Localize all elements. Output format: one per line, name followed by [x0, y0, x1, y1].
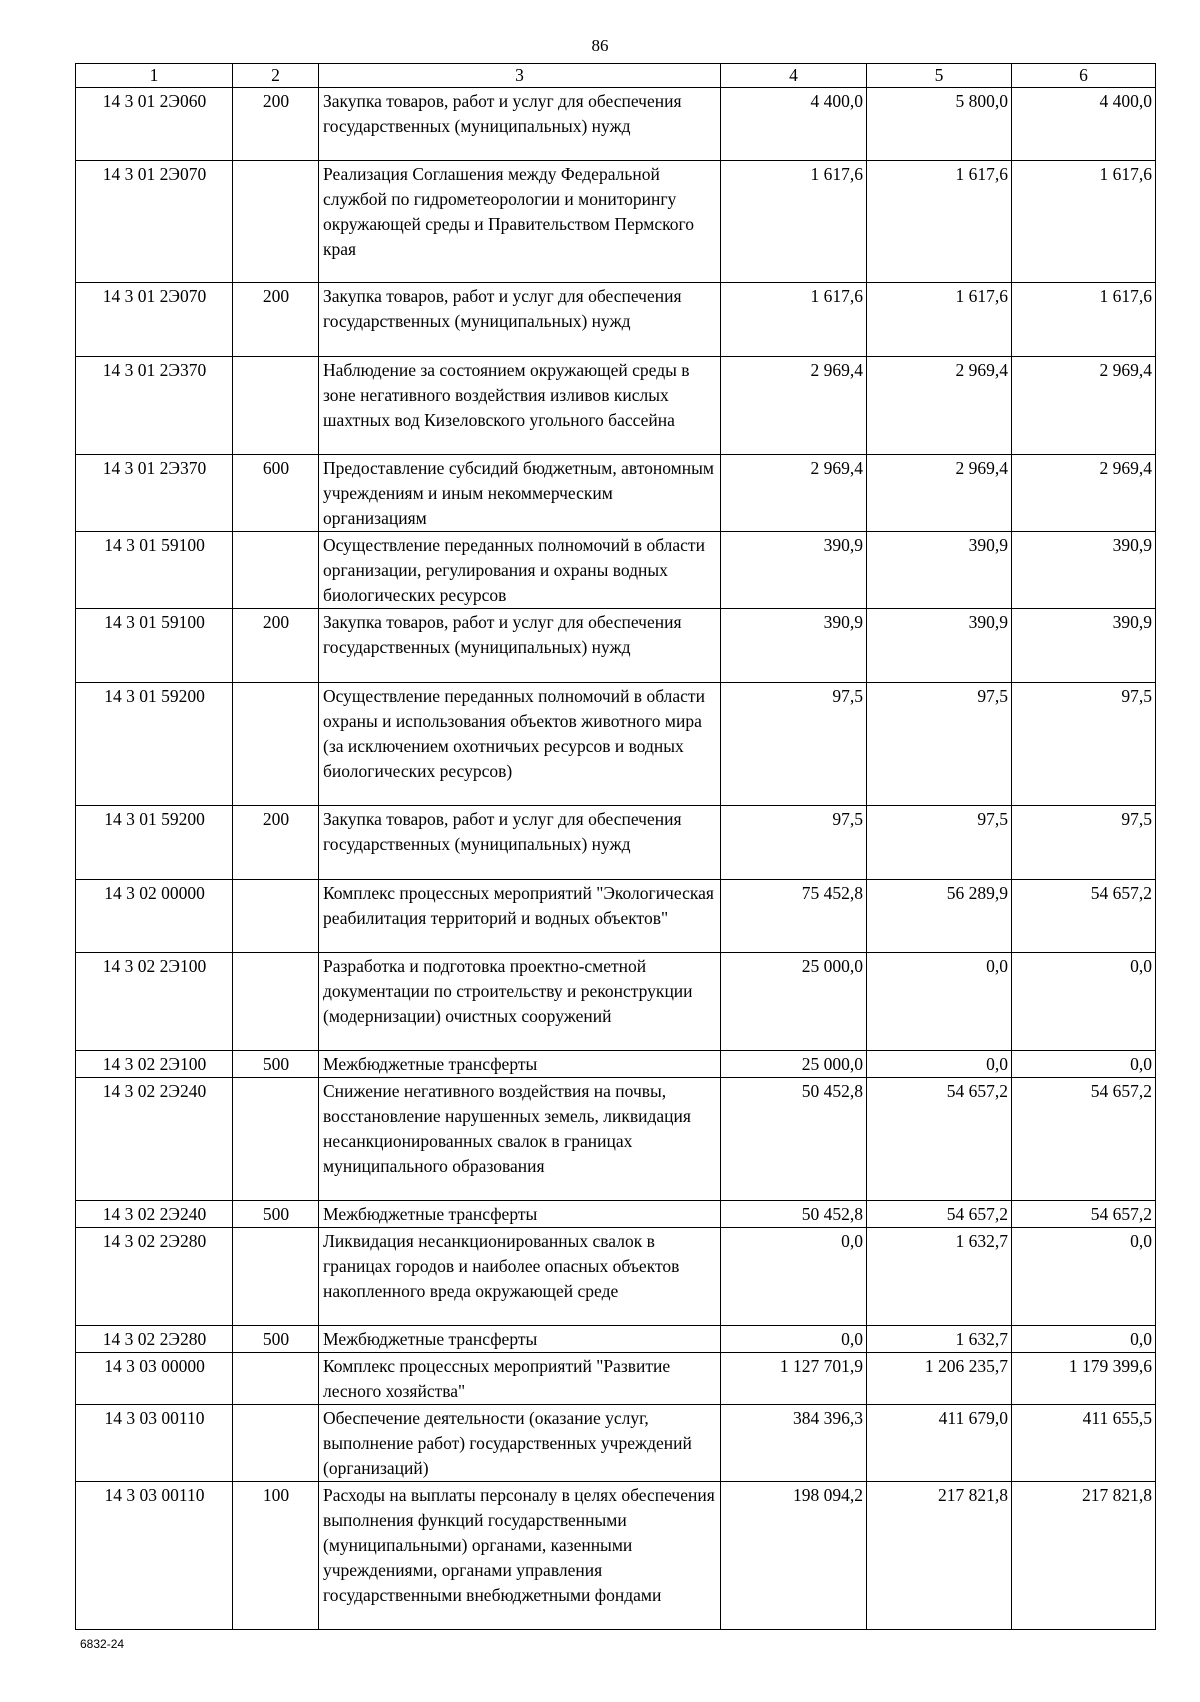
row-name: Межбюджетные трансферты	[319, 1051, 721, 1078]
row-value-col5: 2 969,4	[867, 455, 1012, 532]
row-code: 14 3 01 59200	[76, 683, 233, 806]
row-value-col4: 1 127 701,9	[721, 1353, 867, 1405]
row-value-col4: 4 400,0	[721, 88, 867, 161]
row-expense-type: 500	[233, 1326, 319, 1353]
row-value-col4: 390,9	[721, 609, 867, 683]
row-name: Реализация Соглашения между Федеральной службой по гидрометеорологии и мониторингу окружающей среды и Правительством Пермского края	[319, 161, 721, 283]
row-code: 14 3 02 2Э280	[76, 1326, 233, 1353]
row-name: Наблюдение за состоянием окружающей среды в зоне негативного воздействия изливов кислых шахтных вод Кизеловского угольного бассейна	[319, 357, 721, 455]
row-value-col6: 1 617,6	[1012, 283, 1156, 357]
row-value-col4: 1 617,6	[721, 161, 867, 283]
row-value-col5: 1 206 235,7	[867, 1353, 1012, 1405]
row-code: 14 3 02 2Э280	[76, 1228, 233, 1326]
column-header-1: 1	[76, 64, 233, 88]
row-value-col6: 390,9	[1012, 609, 1156, 683]
row-expense-type: 600	[233, 455, 319, 532]
row-code: 14 3 03 00000	[76, 1353, 233, 1405]
column-header-2: 2	[233, 64, 319, 88]
row-name: Предоставление субсидий бюджетным, автономным учреждениям и иным некоммерческим организациям	[319, 455, 721, 532]
table-row	[76, 1201, 1156, 1228]
row-value-col6: 97,5	[1012, 806, 1156, 880]
row-name: Закупка товаров, работ и услуг для обеспечения государственных (муниципальных) нужд	[319, 806, 721, 880]
row-name: Закупка товаров, работ и услуг для обеспечения государственных (муниципальных) нужд	[319, 88, 721, 161]
row-value-col5: 54 657,2	[867, 1078, 1012, 1201]
row-value-col4: 0,0	[721, 1326, 867, 1353]
row-value-col5: 0,0	[867, 953, 1012, 1051]
row-value-col4: 25 000,0	[721, 1051, 867, 1078]
row-value-col6: 0,0	[1012, 953, 1156, 1051]
row-value-col5: 56 289,9	[867, 880, 1012, 953]
row-expense-type	[233, 357, 319, 455]
row-expense-type	[233, 1078, 319, 1201]
table-row	[76, 532, 1156, 609]
row-expense-type: 100	[233, 1482, 319, 1630]
row-name: Закупка товаров, работ и услуг для обеспечения государственных (муниципальных) нужд	[319, 283, 721, 357]
row-code: 14 3 02 2Э100	[76, 1051, 233, 1078]
row-code: 14 3 01 59200	[76, 806, 233, 880]
row-value-col5: 0,0	[867, 1051, 1012, 1078]
row-code: 14 3 01 59100	[76, 609, 233, 683]
row-expense-type	[233, 683, 319, 806]
row-value-col6: 0,0	[1012, 1051, 1156, 1078]
table-row	[76, 455, 1156, 532]
row-value-col6: 97,5	[1012, 683, 1156, 806]
row-value-col5: 54 657,2	[867, 1201, 1012, 1228]
row-value-col5: 217 821,8	[867, 1482, 1012, 1630]
row-value-col5: 2 969,4	[867, 357, 1012, 455]
row-value-col4: 198 094,2	[721, 1482, 867, 1630]
column-header-6: 6	[1012, 64, 1156, 88]
table-row	[76, 683, 1156, 806]
row-name: Комплекс процессных мероприятий "Развитие лесного хозяйства"	[319, 1353, 721, 1405]
row-value-col6: 0,0	[1012, 1326, 1156, 1353]
row-name: Межбюджетные трансферты	[319, 1201, 721, 1228]
row-expense-type	[233, 953, 319, 1051]
row-expense-type	[233, 1228, 319, 1326]
table-row	[76, 1405, 1156, 1482]
row-value-col6: 390,9	[1012, 532, 1156, 609]
row-value-col6: 0,0	[1012, 1228, 1156, 1326]
row-code: 14 3 01 59100	[76, 532, 233, 609]
row-expense-type: 200	[233, 283, 319, 357]
row-value-col5: 411 679,0	[867, 1405, 1012, 1482]
row-value-col4: 97,5	[721, 683, 867, 806]
table-row	[76, 953, 1156, 1051]
row-value-col4: 50 452,8	[721, 1078, 867, 1201]
row-value-col6: 54 657,2	[1012, 1078, 1156, 1201]
row-code: 14 3 02 2Э100	[76, 953, 233, 1051]
table-row	[76, 283, 1156, 357]
row-expense-type	[233, 1353, 319, 1405]
row-value-col5: 390,9	[867, 532, 1012, 609]
table-row	[76, 1326, 1156, 1353]
row-code: 14 3 01 2Э370	[76, 357, 233, 455]
row-name: Закупка товаров, работ и услуг для обеспечения государственных (муниципальных) нужд	[319, 609, 721, 683]
row-name: Ликвидация несанкционированных свалок в границах городов и наиболее опасных объектов накопленного вреда окружающей среде	[319, 1228, 721, 1326]
column-header-3: 3	[319, 64, 721, 88]
row-name: Межбюджетные трансферты	[319, 1326, 721, 1353]
row-code: 14 3 02 2Э240	[76, 1201, 233, 1228]
row-expense-type	[233, 532, 319, 609]
budget-table	[75, 63, 1156, 1630]
row-code: 14 3 02 2Э240	[76, 1078, 233, 1201]
table-row	[76, 357, 1156, 455]
row-code: 14 3 02 00000	[76, 880, 233, 953]
row-name: Комплекс процессных мероприятий "Экологическая реабилитация территорий и водных объектов"	[319, 880, 721, 953]
row-value-col6: 411 655,5	[1012, 1405, 1156, 1482]
row-name: Осуществление переданных полномочий в области охраны и использования объектов животного мира (за исключением охотничьих ресурсов и водных биологических ресурсов)	[319, 683, 721, 806]
table-row	[76, 1353, 1156, 1405]
row-name: Обеспечение деятельности (оказание услуг, выполнение работ) государственных учреждений (организаций)	[319, 1405, 721, 1482]
row-value-col5: 97,5	[867, 683, 1012, 806]
row-value-col4: 25 000,0	[721, 953, 867, 1051]
row-value-col4: 97,5	[721, 806, 867, 880]
row-value-col5: 1 617,6	[867, 161, 1012, 283]
table-row	[76, 1228, 1156, 1326]
page-number: 86	[591, 36, 609, 55]
table-body	[76, 88, 1156, 1630]
row-code: 14 3 01 2Э060	[76, 88, 233, 161]
table-row	[76, 161, 1156, 283]
row-expense-type	[233, 1405, 319, 1482]
row-value-col6: 1 617,6	[1012, 161, 1156, 283]
column-header-5: 5	[867, 64, 1012, 88]
row-value-col4: 75 452,8	[721, 880, 867, 953]
row-code: 14 3 01 2Э070	[76, 161, 233, 283]
row-expense-type	[233, 161, 319, 283]
row-value-col4: 50 452,8	[721, 1201, 867, 1228]
table-row	[76, 1482, 1156, 1630]
row-name: Разработка и подготовка проектно-сметной документации по строительству и реконструкции (модернизации) очистных сооружений	[319, 953, 721, 1051]
row-value-col4: 384 396,3	[721, 1405, 867, 1482]
row-value-col6: 2 969,4	[1012, 455, 1156, 532]
row-value-col4: 0,0	[721, 1228, 867, 1326]
row-value-col4: 2 969,4	[721, 357, 867, 455]
row-value-col5: 5 800,0	[867, 88, 1012, 161]
row-value-col5: 1 632,7	[867, 1326, 1012, 1353]
row-name: Снижение негативного воздействия на почвы, восстановление нарушенных земель, ликвидация несанкционированных свалок в границах муниципального образования	[319, 1078, 721, 1201]
row-code: 14 3 03 00110	[76, 1405, 233, 1482]
row-value-col5: 97,5	[867, 806, 1012, 880]
row-expense-type	[233, 880, 319, 953]
row-name: Осуществление переданных полномочий в области организации, регулирования и охраны водных биологических ресурсов	[319, 532, 721, 609]
header-row	[76, 64, 1156, 88]
row-value-col4: 390,9	[721, 532, 867, 609]
row-expense-type: 200	[233, 806, 319, 880]
row-code: 14 3 03 00110	[76, 1482, 233, 1630]
row-value-col6: 1 179 399,6	[1012, 1353, 1156, 1405]
row-value-col4: 1 617,6	[721, 283, 867, 357]
row-expense-type: 500	[233, 1201, 319, 1228]
row-value-col4: 2 969,4	[721, 455, 867, 532]
row-value-col6: 54 657,2	[1012, 1201, 1156, 1228]
table-row	[76, 806, 1156, 880]
row-value-col6: 217 821,8	[1012, 1482, 1156, 1630]
row-expense-type: 200	[233, 88, 319, 161]
row-value-col5: 1 632,7	[867, 1228, 1012, 1326]
table-row	[76, 88, 1156, 161]
row-expense-type: 200	[233, 609, 319, 683]
row-value-col6: 4 400,0	[1012, 88, 1156, 161]
row-value-col6: 2 969,4	[1012, 357, 1156, 455]
document-code: 6832-24	[80, 1637, 125, 1651]
row-code: 14 3 01 2Э070	[76, 283, 233, 357]
table-row	[76, 880, 1156, 953]
row-value-col6: 54 657,2	[1012, 880, 1156, 953]
row-name: Расходы на выплаты персоналу в целях обеспечения выполнения функций государственными (муниципальными) органами, казенными учреждениями, органами управления государственными внебюджетными фондами	[319, 1482, 721, 1630]
row-value-col5: 1 617,6	[867, 283, 1012, 357]
table-row	[76, 1078, 1156, 1201]
row-expense-type: 500	[233, 1051, 319, 1078]
column-header-4: 4	[721, 64, 867, 88]
table-row	[76, 1051, 1156, 1078]
table-row	[76, 609, 1156, 683]
row-code: 14 3 01 2Э370	[76, 455, 233, 532]
row-value-col5: 390,9	[867, 609, 1012, 683]
